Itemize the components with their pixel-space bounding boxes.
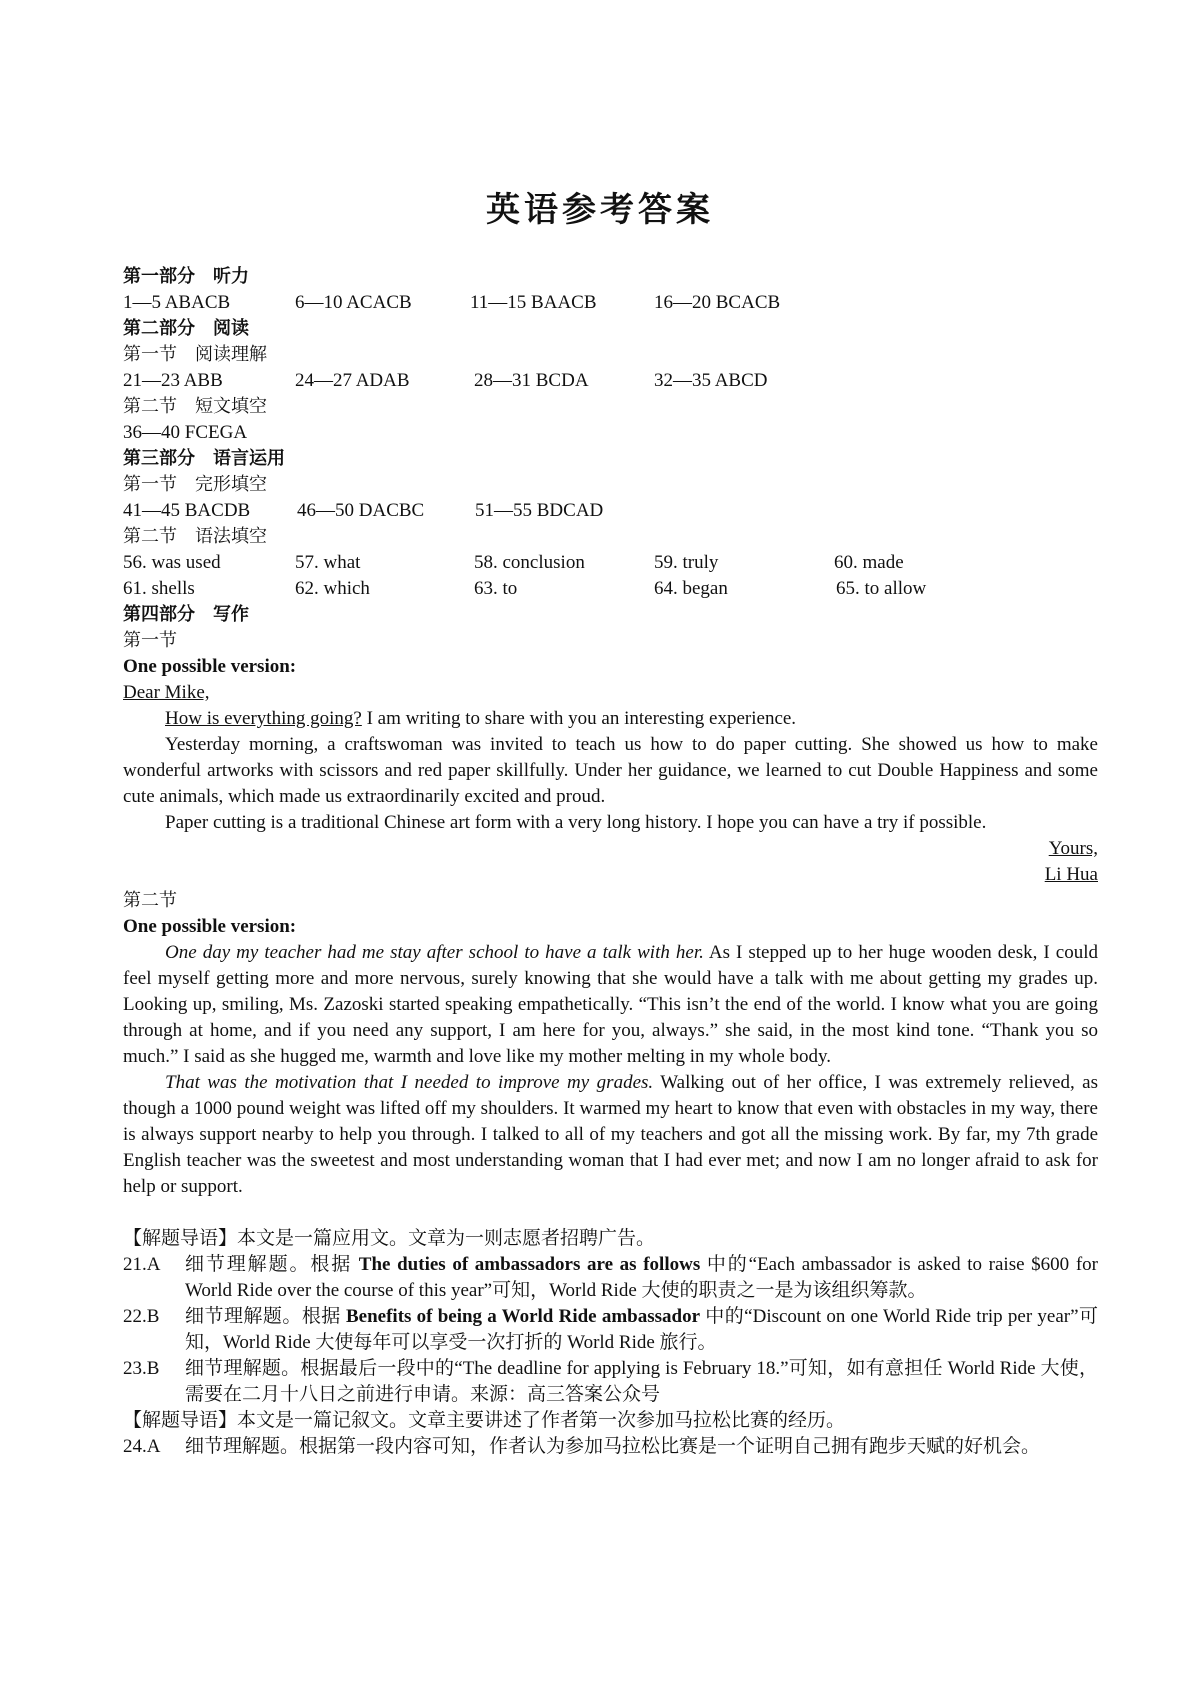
grammar-answer: 63. to bbox=[474, 578, 518, 599]
version-label-2: One possible version: bbox=[123, 916, 297, 937]
explanation-21 bbox=[123, 1252, 1098, 1304]
story-second-opening: That was the motivation that I needed to improve my grades. bbox=[165, 1072, 654, 1093]
part3-heading: 第三部分 语言运用 bbox=[123, 448, 285, 469]
page-title: 英语参考答案 bbox=[486, 190, 714, 230]
grammar-answer: 59. truly bbox=[654, 552, 719, 573]
answer-group: 28—31 BCDA bbox=[474, 370, 589, 391]
explanation-text: 细节理解题。根据 bbox=[185, 1306, 346, 1327]
guide-note-2: 【解题导语】本文是一篇记叙文。文章主要讲述了作者第一次参加马拉松比赛的经历。 bbox=[123, 1410, 846, 1431]
part3-sec2-heading: 第二节 语法填空 bbox=[123, 526, 267, 547]
letter-paragraph-2: Yesterday morning, a craftswoman was invited to teach us how to do paper cutting. She showed us how to make wonderful artworks with scissors and red paper skillfully. Under her guidance, we learned to cut Double Happiness and some cute animals, which made us extraordinarily excited and proud. bbox=[123, 734, 1098, 807]
answer-group: 24—27 ADAB bbox=[295, 370, 410, 391]
explanation-text: 中的“Each ambassador is asked to raise $600 for World Ride over the course of this year”可知，World Ride 大使的职责之一是为该组织筹款。 bbox=[185, 1254, 1098, 1301]
part4-sec2-heading: 第二节 bbox=[123, 890, 177, 911]
question-number: 23.B bbox=[123, 1358, 160, 1379]
grammar-answer: 62. which bbox=[295, 578, 370, 599]
part2-heading: 第二部分 阅读 bbox=[123, 318, 249, 339]
opening-phrase: How is everything going? bbox=[165, 708, 362, 729]
story-p1-rest: As I stepped up to her huge wooden desk, I could feel myself getting more and more nervous, surely knowing that she would have a talk with me about getting my grades up. Looking up, smiling, Ms. Zazoski started speaking empathetically. “This isn’t the end of the world. I know what you are going through at home, and if you need any support, I am here for you, always.” she said, in the most kind tone. “Thank you so much.” I said as she hugged me, warmth and love like my mother melting in my whole body. bbox=[123, 942, 1098, 1067]
grammar-answers-row1 bbox=[123, 550, 1098, 576]
letter-paragraph-3: Paper cutting is a traditional Chinese art form with a very long history. I hope you can have a try if possible. bbox=[165, 812, 987, 833]
grammar-answer: 61. shells bbox=[123, 578, 195, 599]
answer-group: 1—5 ABACB bbox=[123, 292, 231, 313]
explanation-text: 细节理解题。根据最后一段中的“The deadline for applying is February 18.”可知，如有意担任 World Ride 大使，需要在二月十八日之前进行申请。来源：高三答案公众号 bbox=[185, 1358, 1098, 1405]
reading-answers bbox=[123, 368, 1098, 394]
answer-group: 51—55 BDCAD bbox=[475, 500, 604, 521]
fill-answers bbox=[123, 420, 1098, 446]
answer-group: 6—10 ACACB bbox=[295, 292, 412, 313]
explanation-22 bbox=[123, 1304, 1098, 1356]
grammar-answer: 65. to allow bbox=[836, 578, 927, 599]
explanation-bold: Benefits of being a World Ride ambassador bbox=[346, 1306, 700, 1327]
question-number: 24.A bbox=[123, 1436, 161, 1457]
grammar-answer: 60. made bbox=[834, 552, 904, 573]
explanation-bold: The duties of ambassadors are as follows bbox=[358, 1254, 701, 1275]
part4-heading: 第四部分 写作 bbox=[123, 604, 249, 625]
spacer bbox=[123, 1200, 1098, 1226]
story-p2-rest: Walking out of her office, I was extremely relieved, as though a 1000 pound weight was lifted off my shoulders. It warmed my heart to know that even with obstacles in my way, there is always support nearby to help you through. I talked to all of my teachers and got all the missing work. By far, my 7th grade English teacher was the sweetest and most understanding woman that I had ever met; and now I am no longer afraid to ask for help or support. bbox=[123, 1072, 1098, 1197]
answer-group: 11—15 BAACB bbox=[470, 292, 597, 313]
letter-signature bbox=[123, 862, 1098, 888]
answer-content bbox=[123, 264, 1098, 1460]
letter-paragraph-1 bbox=[123, 706, 1098, 732]
answer-group: 46—50 DACBC bbox=[297, 500, 425, 521]
question-number: 22.B bbox=[123, 1306, 160, 1327]
part1-heading: 第一部分 听力 bbox=[123, 266, 249, 287]
explanation-24 bbox=[123, 1434, 1098, 1460]
answer-group: 32—35 ABCD bbox=[654, 370, 768, 391]
part2-sec2-heading: 第二节 短文填空 bbox=[123, 396, 267, 417]
letter-salutation bbox=[123, 680, 1098, 706]
part3-sec1-heading: 第一节 完形填空 bbox=[123, 474, 267, 495]
part2-sec1-heading: 第一节 阅读理解 bbox=[123, 344, 267, 365]
version-label: One possible version: bbox=[123, 656, 297, 677]
answer-group: 16—20 BCACB bbox=[654, 292, 781, 313]
grammar-answers-row2 bbox=[123, 576, 1098, 602]
explanation-text: 细节理解题。根据第一段内容可知，作者认为参加马拉松比赛是一个证明自己拥有跑步天赋的好机会。 bbox=[185, 1436, 1041, 1457]
listening-answers bbox=[123, 290, 1098, 316]
opening-rest: I am writing to share with you an interesting experience. bbox=[361, 708, 797, 729]
story-paragraph-2 bbox=[123, 1070, 1098, 1200]
story-opening-sentence: One day my teacher had me stay after school to have a talk with her. bbox=[165, 942, 704, 963]
answer-group: 41—45 BACDB bbox=[123, 500, 251, 521]
question-number: 21.A bbox=[123, 1254, 161, 1275]
letter-closing bbox=[123, 836, 1098, 862]
signature-text: Li Hua bbox=[1044, 864, 1098, 885]
grammar-answer: 64. began bbox=[654, 578, 728, 599]
grammar-answer: 56. was used bbox=[123, 552, 221, 573]
explanation-text: 中的“Discount on one World Ride trip per year”可知，World Ride 大使每年可以享受一次打折的 World Ride 旅行。 bbox=[185, 1306, 1098, 1353]
closing-text: Yours, bbox=[1048, 838, 1098, 859]
cloze-answers bbox=[123, 498, 1098, 524]
story-paragraph-1 bbox=[123, 940, 1098, 1070]
answer-group: 21—23 ABB bbox=[123, 370, 223, 391]
salutation-text: Dear Mike, bbox=[123, 682, 210, 703]
grammar-answer: 58. conclusion bbox=[474, 552, 585, 573]
explanation-23 bbox=[123, 1356, 1098, 1408]
grammar-answer: 57. what bbox=[295, 552, 361, 573]
answer-group: 36—40 FCEGA bbox=[123, 422, 248, 443]
explanation-text: 细节理解题。根据 bbox=[185, 1254, 359, 1275]
part4-sec1-heading: 第一节 bbox=[123, 630, 177, 651]
guide-note-1: 【解题导语】本文是一篇应用文。文章为一则志愿者招聘广告。 bbox=[123, 1228, 656, 1249]
